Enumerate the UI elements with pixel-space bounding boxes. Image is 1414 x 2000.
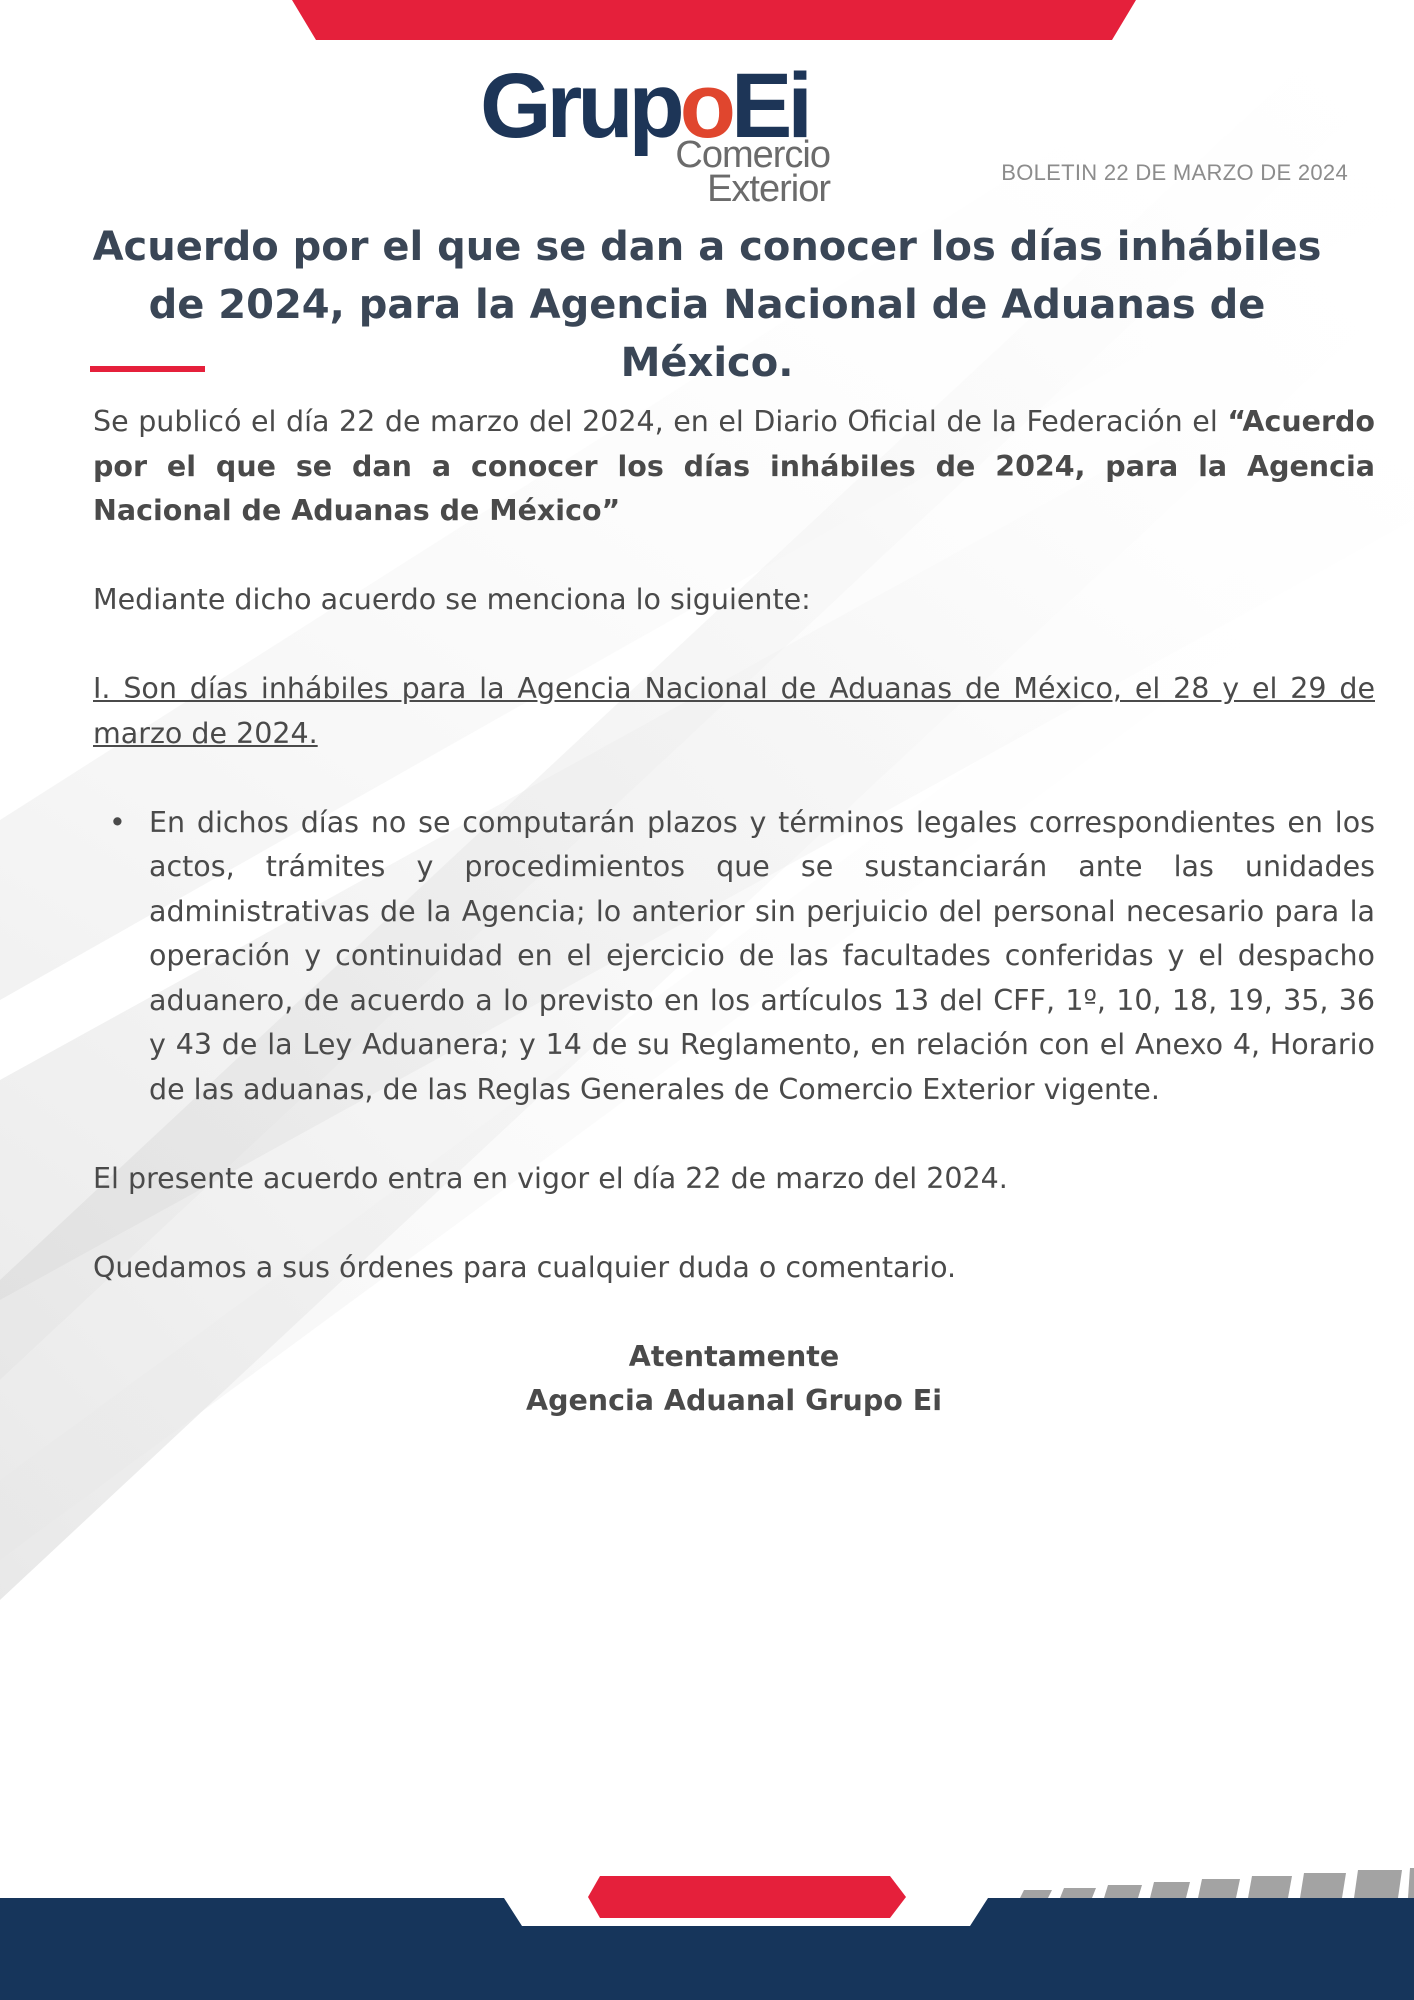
bullet-text: En dichos días no se computarán plazos y términos legales correspondientes en los actos, trámites y procedimientos que se sustanciarán ante las unidades administrativas de la Agencia; lo anterior sin perjuicio del personal necesario para la operación y continuidad en el ejercicio de las facultades conferidas y el despacho aduanero, de acuerdo a lo previsto en los artículos 13 del CFF, 1º, 10, 18, 19, 35, 36 y 43 de la Ley Aduanera; y 14 de su Reglamento, en relación con el Anexo 4, Horario de las aduanas, de las Reglas Generales de Comercio Exterior vigente.	[149, 805, 1375, 1106]
list-item	[93, 801, 1375, 1113]
signature-block	[93, 1335, 1375, 1424]
intro-text: Se publicó el día 22 de marzo del 2024, en el Diario Oficial de la Federación el	[93, 405, 1228, 438]
title-underline-accent	[90, 366, 205, 372]
footer-band	[0, 1860, 1414, 2000]
effective-date-paragraph: El presente acuerdo entra en vigor el día 22 de marzo del 2024.	[93, 1161, 1008, 1195]
mention-paragraph: Mediante dicho acuerdo se menciona lo siguiente:	[93, 583, 811, 616]
intro-paragraph	[93, 400, 1375, 534]
logo-subtitle-line2: Exterior	[707, 168, 830, 210]
logo-subtitle-line1: Comercio	[675, 134, 830, 176]
bullet-list	[93, 801, 1375, 1113]
document-body	[93, 400, 1375, 1424]
document-title: Acuerdo por el que se dan a conocer los días inhábiles de 2024, para la Agencia Nacional de Aduanas de México.	[92, 224, 1322, 386]
bulletin-date: BOLETIN 22 DE MARZO DE 2024	[1001, 160, 1348, 185]
bullet-icon: •	[109, 805, 126, 839]
intro-agreement-title: “Acuerdo por el que se dan a conocer los días inhábiles de 2024, para la Agencia Nacional de Aduanas de México”	[93, 405, 1375, 527]
logo-wordmark: GrupoEi	[480, 55, 808, 157]
top-accent-bar	[0, 0, 1414, 42]
closing-paragraph: Quedamos a sus órdenes para cualquier duda o comentario.	[93, 1250, 957, 1284]
company-logo	[480, 55, 850, 210]
point-i: I. Son días inhábiles para la Agencia Nacional de Aduanas de México, el 28 y el 29 de marzo de 2024.	[93, 672, 1375, 750]
signoff-company: Agencia Aduanal Grupo Ei	[526, 1384, 942, 1417]
signoff-greeting: Atentamente	[628, 1339, 840, 1373]
